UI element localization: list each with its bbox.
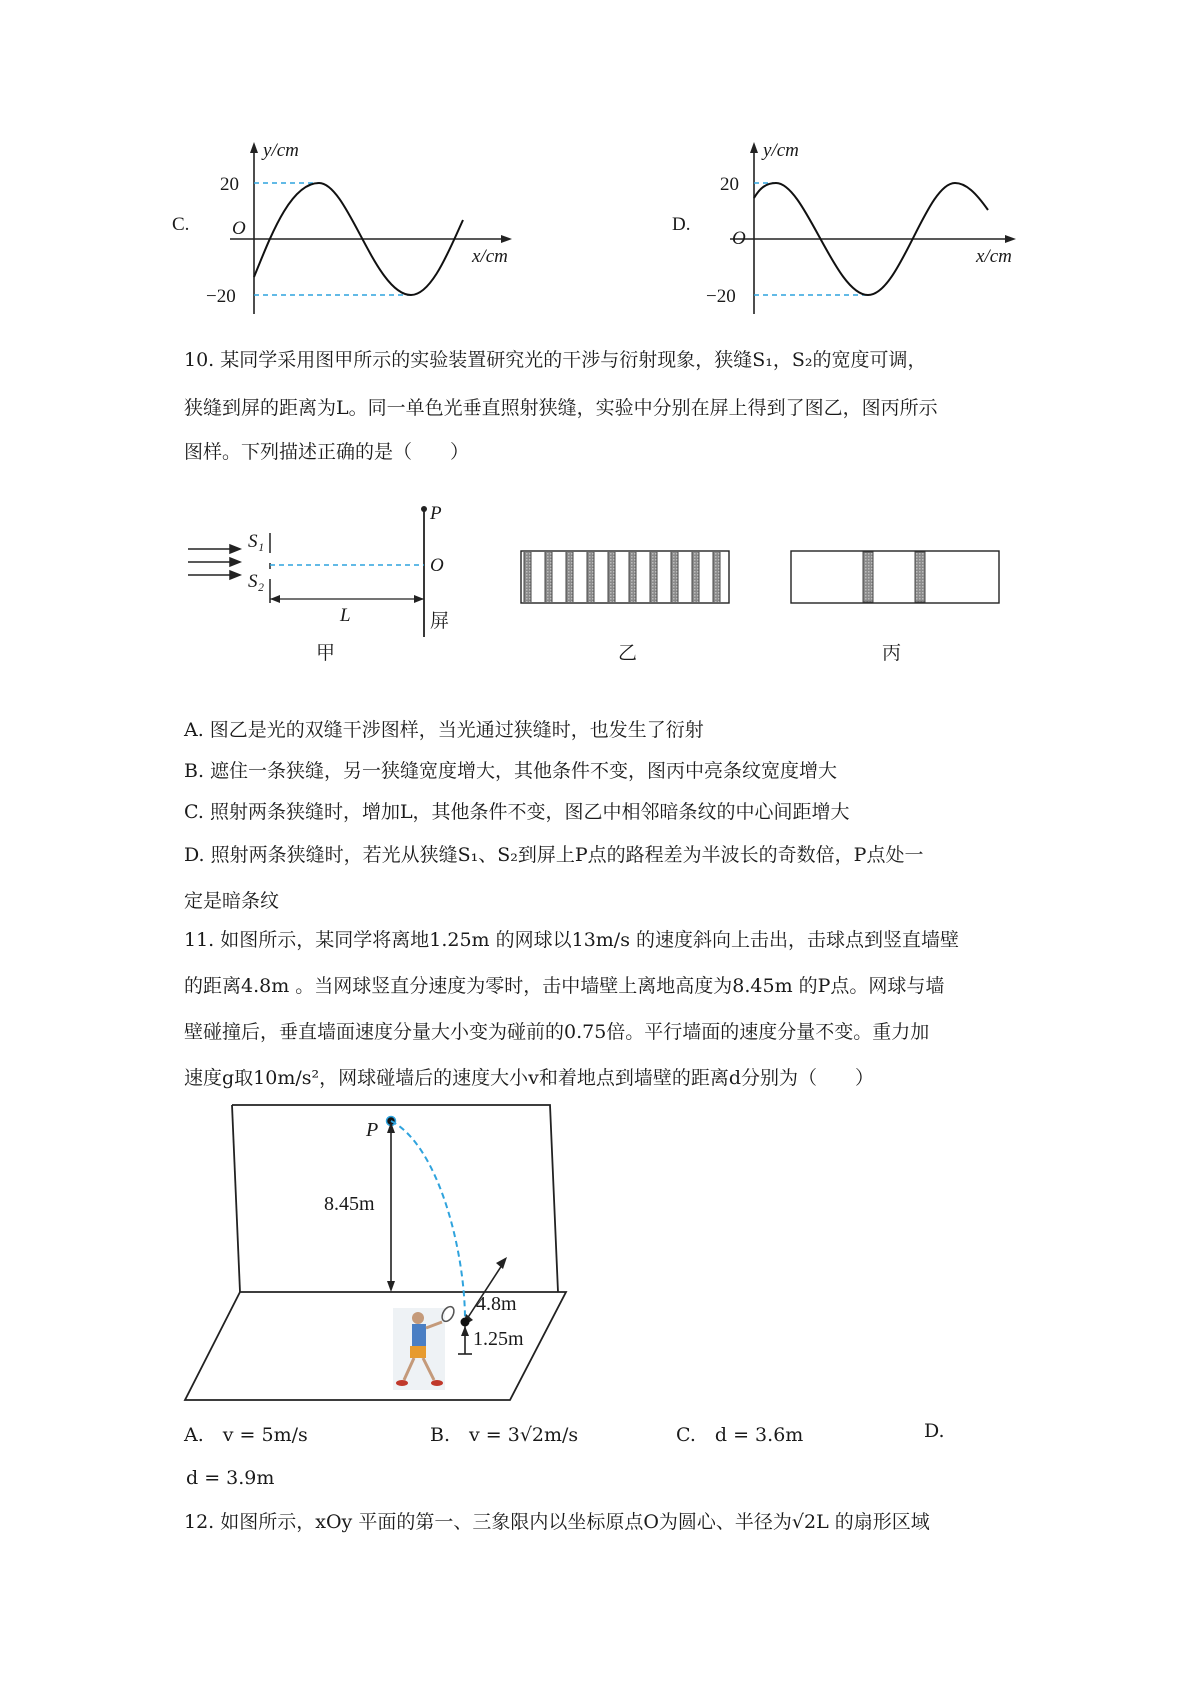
screen-label: 屏 xyxy=(430,611,450,632)
q10-option-a: A. 图乙是光的双缝干涉图样，当光通过狭缝时，也发生了衍射 xyxy=(184,719,704,741)
height-hit-label: 1.25m xyxy=(473,1328,524,1350)
q10-option-d: D. 照射两条狭缝时，若光从狭缝S₁、S₂到屏上P点的路程差为半波长的奇数倍，P点处一 xyxy=(184,844,924,866)
q10-line-1: 10. 某同学采用图甲所示的实验装置研究光的干涉与衍射现象，狭缝S₁，S₂的宽度可调， xyxy=(184,349,927,371)
origin-label: O xyxy=(232,218,246,239)
y-tick-20: 20 xyxy=(220,174,239,195)
y-tick-20: 20 xyxy=(720,174,739,195)
q10-line-2: 狭缝到屏的距离为L。同一单色光垂直照射狭缝，实验中分别在屏上得到了图乙，图丙所示 xyxy=(184,397,938,419)
q10-figure-jia xyxy=(180,495,480,670)
option-label-c: C. xyxy=(172,214,190,235)
q11-option-a: A. v = 5m/s xyxy=(184,1424,308,1446)
q12-line-1: 12. 如图所示，xOy 平面的第一、三象限内以坐标原点O为圆心、半径为√2L 的扇形区域 xyxy=(184,1511,930,1533)
o-label: O xyxy=(430,555,444,576)
q11-line-4: 速度g取10m/s²，网球碰墙后的速度大小v和着地点到墙壁的距离d分别为（ ） xyxy=(184,1067,875,1089)
y-axis-label: y/cm xyxy=(763,140,799,161)
y-tick-neg20: −20 xyxy=(706,286,736,307)
origin-label: O xyxy=(732,228,746,249)
p-label: P xyxy=(430,503,442,524)
p-label: P xyxy=(366,1119,379,1141)
distance-label: 4.8m xyxy=(476,1293,517,1315)
q11-line-1: 11. 如图所示，某同学将离地1.25m 的网球以13m/s 的速度斜向上击出，击球点到竖直墙壁 xyxy=(184,929,960,951)
option-label-d: D. xyxy=(672,214,691,235)
wave-graph-c xyxy=(170,138,520,323)
l-label: L xyxy=(340,605,351,626)
q11-option-b: B. v = 3√2m/s xyxy=(430,1424,579,1446)
s2-label: S₂ xyxy=(248,571,265,592)
q10-option-b: B. 遮住一条狭缝，另一狭缝宽度增大，其他条件不变，图丙中亮条纹宽度增大 xyxy=(184,760,838,782)
y-axis-label: y/cm xyxy=(263,140,299,161)
q10-option-d-cont: 定是暗条纹 xyxy=(184,890,280,912)
caption-yi: 乙 xyxy=(618,643,638,664)
wave-graph-d xyxy=(670,138,1030,323)
height-wall-label: 8.45m xyxy=(324,1193,375,1215)
q10-option-c: C. 照射两条狭缝时，增加L，其他条件不变，图乙中相邻暗条纹的中心间距增大 xyxy=(184,801,850,823)
q10-line-3: 图样。下列描述正确的是（ ） xyxy=(184,441,470,463)
y-tick-neg20: −20 xyxy=(206,286,236,307)
q10-figure-yi xyxy=(520,550,740,670)
q11-figure-tennis xyxy=(180,1100,580,1410)
x-axis-label: x/cm xyxy=(472,246,508,267)
q11-line-3: 壁碰撞后，垂直墙面速度分量大小变为碰前的0.75倍。平行墙面的速度分量不变。重力加 xyxy=(184,1021,930,1043)
caption-jia: 甲 xyxy=(316,643,336,664)
s1-label: S₁ xyxy=(248,531,265,552)
q10-figure-bing xyxy=(790,550,1010,670)
player-icon xyxy=(393,1305,456,1390)
q11-option-c: C. d = 3.6m xyxy=(676,1424,804,1446)
q11-option-d-value: d = 3.9m xyxy=(186,1467,275,1489)
caption-bing: 丙 xyxy=(882,643,902,664)
x-axis-label: x/cm xyxy=(976,246,1012,267)
q11-line-2: 的距离4.8m 。当网球竖直分速度为零时，击中墙壁上离地高度为8.45m 的P点。网球与墙 xyxy=(184,975,945,997)
q11-option-d-label: D. xyxy=(924,1420,945,1442)
